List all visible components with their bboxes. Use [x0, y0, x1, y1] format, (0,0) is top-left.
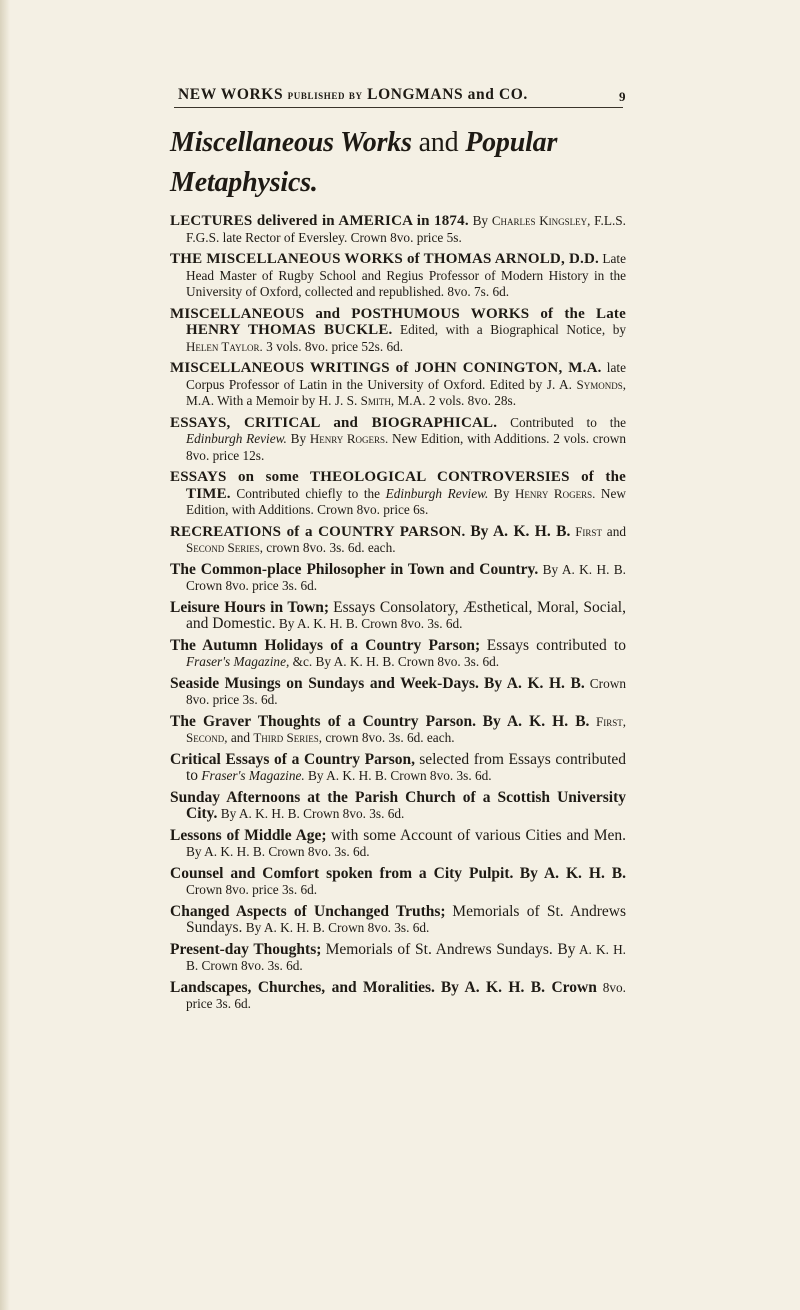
section-title-part-b: Popular Metaphysics. [170, 127, 558, 198]
entry-text: By [493, 485, 510, 501]
list-item [170, 866, 626, 899]
entry-text: crown 8vo. 3s. 6d. each. [325, 730, 455, 745]
entry-byline: By A. K. H. B. [482, 712, 590, 730]
entry-text: Crown 8vo. price 3s. 6d. [186, 675, 626, 707]
entry-periodical: Edinburgh Review. [385, 485, 489, 501]
header-rule [174, 107, 623, 108]
entry-text: M.A. With a Memoir by H. J. S. [186, 393, 358, 408]
entry-text: M.A. 2 vols. 8vo. 28s. [397, 393, 517, 408]
list-item [170, 752, 626, 785]
entry-text: By A. K. H. B. Crown 8vo. 3s. 6d. [245, 920, 430, 935]
running-head-publisher: LONGMANS and CO. [367, 86, 528, 103]
entry-title: ESSAYS, CRITICAL and BIOGRAPHICAL. [170, 414, 498, 431]
section-title-part-a: Miscellaneous Works [170, 127, 412, 158]
entry-title: Leisure Hours in Town; [170, 598, 330, 616]
page-content [170, 123, 626, 1018]
entry-title: Seaside Musings on Sundays and Week-Days. [170, 674, 479, 692]
entry-text: crown 8vo. 3s. 6d. each. [266, 540, 396, 555]
entry-author: Symonds, [576, 376, 626, 392]
entry-text: New Edition, with Additions. Crown 8vo. price 6s. [186, 485, 627, 517]
entry-author: Charles Kingsley, [491, 213, 591, 228]
list-item [170, 600, 626, 633]
entry-series: First [575, 523, 602, 539]
entry-title: Sunday Afternoons at the Parish Church of a Scottish University City. [170, 788, 626, 822]
list-item [170, 213, 626, 246]
list-item [170, 942, 626, 975]
entry-author: Henry Rogers. [309, 431, 389, 446]
entry-byline: By A. K. H. B. Crown [440, 978, 597, 996]
entry-title: The Autumn Holidays of a Country Parson; [170, 636, 481, 654]
entry-text: A. K. H. B. Crown 8vo. 3s. 6d. [186, 941, 627, 973]
section-title-and: and [418, 127, 459, 158]
entry-text: &c. By A. K. H. B. Crown 8vo. 3s. 6d. [292, 654, 500, 669]
list-item [170, 251, 626, 301]
entry-text: By [472, 213, 489, 228]
entry-subtitle: selected from Essays contributed to [186, 750, 627, 784]
entry-periodical: Edinburgh Review. [186, 431, 287, 446]
entry-title: Changed Aspects of Unchanged Truths; [170, 902, 446, 920]
list-item [170, 676, 626, 709]
list-item [170, 638, 626, 671]
entry-title: The Graver Thoughts of a Country Parson. [170, 712, 477, 730]
entry-byline: By A. K. H. B. [519, 864, 626, 882]
entry-series: First, Second, [186, 713, 626, 745]
entry-text: By A. K. H. B. Crown 8vo. 3s. 6d. [220, 806, 405, 821]
entry-title: LECTURES delivered in AMERICA in 1874. [170, 213, 469, 229]
entry-text: 8vo. price 3s. 6d. [186, 979, 627, 1011]
running-head [178, 86, 618, 104]
entry-title: Present-day Thoughts; [170, 940, 322, 958]
entry-text: late Corpus Professor of Latin in the University of Oxford. Edited by J. A. [186, 360, 626, 392]
entry-text: By A. K. H. B. Crown 8vo. price 3s. 6d. [186, 561, 626, 593]
entry-title: Counsel and Comfort spoken from a City Pulpit. [170, 864, 514, 882]
entry-text: By A. K. H. B. Crown 8vo. 3s. 6d. [308, 768, 492, 783]
entry-text: and [230, 730, 251, 745]
entry-text: By A. K. H. B. [470, 522, 571, 540]
entry-text: 3 vols. 8vo. price 52s. 6d. [266, 338, 404, 354]
entry-series: Third Series, [253, 730, 323, 745]
entry-text: Crown 8vo. price 3s. 6d. [186, 882, 318, 897]
list-item [170, 562, 626, 595]
entry-periodical: Fraser's Magazine. [201, 768, 305, 783]
entry-title: Lessons of Middle Age; [170, 826, 327, 844]
entry-text: F.L.S. F.G.S. late Rector of Eversley. Crown 8vo. price 5s. [186, 213, 626, 245]
section-title [170, 123, 626, 203]
entry-title: ESSAYS on some THEOLOGICAL CONTROVERSIES of the TIME. [170, 469, 626, 502]
running-head-published-by: published by [287, 87, 363, 102]
entry-subtitle: Memorials of St. Andrews Sundays. By [325, 940, 576, 958]
entry-text: New Edition, with Additions. 2 vols. crown 8vo. price 12s. [186, 431, 627, 463]
entry-title: The Common-place Philosopher in Town and Country. [170, 560, 539, 578]
entry-title: RECREATIONS of a COUNTRY PARSON. [170, 523, 466, 540]
entry-text: By A. K. H. B. Crown 8vo. 3s. 6d. [186, 844, 370, 859]
entry-periodical: Fraser's Magazine, [186, 654, 290, 669]
list-item [170, 790, 626, 823]
entry-text: and [606, 523, 626, 539]
entry-title: MISCELLANEOUS WRITINGS of JOHN CONINGTON, M.A. [170, 360, 602, 376]
entry-byline: By A. K. H. B. [483, 674, 585, 692]
entry-author: Henry Rogers. [515, 485, 596, 501]
entry-text: By A. K. H. B. Crown 8vo. 3s. 6d. [278, 616, 463, 631]
spine-shadow [0, 0, 10, 1310]
entry-text: Contributed to the [510, 414, 626, 430]
list-item [170, 828, 626, 861]
entry-title: Critical Essays of a Country Parson, [170, 750, 416, 768]
list-item [170, 980, 626, 1013]
entry-title: THE MISCELLANEOUS WORKS of THOMAS ARNOLD, D.D. [170, 251, 599, 267]
list-item [170, 469, 626, 519]
entry-title: MISCELLANEOUS and POSTHUMOUS WORKS of the Late HENRY THOMAS BUCKLE. [170, 305, 626, 338]
list-item [170, 714, 626, 747]
entry-title: Landscapes, Churches, and Moralities. [170, 978, 435, 996]
entry-series: Second Series, [186, 540, 263, 555]
entry-subtitle: Essays Consolatory, Æsthetical, Moral, Social, and Domestic. [186, 598, 626, 632]
entry-subtitle: Memorials of St. Andrews Sundays. [186, 902, 627, 936]
entry-text: Late Head Master of Rugby School and Regius Professor of Modern History in the University of Oxford, collected and republished. 8vo. 7s. 6d. [186, 251, 626, 299]
list-item [170, 904, 626, 937]
entry-text: Contributed chiefly to the [236, 485, 381, 501]
list-item [170, 360, 626, 410]
list-item [170, 415, 626, 465]
entry-subtitle: Essays contributed to [486, 636, 627, 654]
entry-text: Edited, with a Biographical Notice, by [400, 322, 626, 337]
page-number: 9 [619, 89, 626, 104]
list-item [170, 524, 626, 557]
entry-text: By [290, 431, 307, 446]
entry-author: Smith, [360, 393, 395, 408]
list-item [170, 306, 626, 356]
entry-author: Helen Taylor. [186, 338, 263, 354]
entry-subtitle: with some Account of various Cities and Men. [330, 826, 626, 844]
running-head-prefix: NEW WORKS [178, 86, 284, 103]
